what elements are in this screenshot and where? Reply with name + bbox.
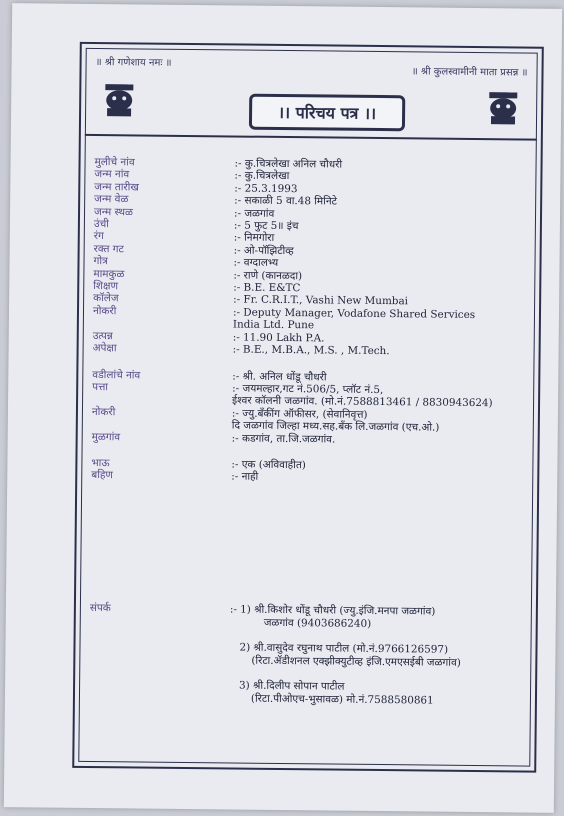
sibling-value: :- एक (अविवाहीत) — [231, 458, 306, 472]
sibling-label: बहिण — [91, 469, 114, 482]
detail-value: :- ओ-पॉझिटीव्ह — [233, 244, 294, 257]
family-label: नोकरी — [91, 405, 116, 418]
detail-value: :- Deputy Manager, Vodafone Shared Services — [232, 306, 476, 321]
contact-line: 2) श्री.वासुदेव रघुनाथ पाटील (मो.नं.9766126597) — [239, 641, 449, 656]
family-value: :- जयमल्हार,गट नं.506/5, प्लॉट नं.5, — [232, 382, 384, 396]
page-frame — [72, 42, 544, 773]
detail-label: रक्त गट — [93, 242, 124, 256]
detail-label: उंची — [93, 218, 109, 231]
invocation-right: ॥ श्री कुलस्वामीनी माता प्रसन्न ॥ — [411, 66, 528, 79]
invocation-left: ॥ श्री गणेशाय नमः ॥ — [95, 57, 172, 69]
detail-value: :- 11.90 Lakh P.A. — [232, 331, 325, 345]
detail-label: रंग — [93, 230, 104, 243]
ganesh-icon — [483, 88, 523, 128]
family-label: पत्ता — [92, 380, 109, 394]
detail-value: :- कु.चित्रलेखा — [234, 169, 290, 183]
detail-label: अपेक्षा — [92, 342, 117, 355]
contact-item — [89, 640, 535, 671]
sibling-label: भाऊ — [91, 456, 110, 470]
detail-value: :- निमगोरा — [233, 231, 275, 245]
detail-value: :- B.E., M.B.A., M.S. , M.Tech. — [232, 343, 390, 358]
family-value: :- कडगांव, ता.जि.जळगांव. — [231, 431, 336, 446]
contact-label: संपर्क — [89, 601, 111, 615]
contact-line: जळगांव (9403686240) — [263, 616, 372, 630]
detail-label: जन्म स्थळ — [93, 205, 134, 219]
contact-line: (रिटा.पीओएच-भुसावळ) मो.नं.7588580861 — [250, 692, 434, 707]
detail-label: कॉलेज — [93, 292, 119, 305]
detail-value: :- राणे (कानळदा) — [233, 269, 303, 282]
contact-item — [89, 678, 535, 709]
detail-value: :- B.E. E&TC — [233, 281, 301, 295]
details-section — [91, 156, 534, 486]
detail-value: :- वग्दालभ्य — [233, 256, 279, 270]
detail-value: India Ltd. Pune — [232, 318, 315, 332]
document-title: ।। परिचय पत्र ।। — [249, 94, 405, 132]
detail-value: :- 5 फुट 5॥ इंच — [233, 219, 299, 233]
detail-label: मुलीचे नांव — [94, 156, 135, 169]
contact-line: :- 1) श्री.किशोर धोंडू चौधरी (ज्यु.इंजि.मनपा जळगांव) — [229, 603, 436, 618]
detail-value: :- सकाळी 5 वा.48 मिनिटे — [234, 194, 337, 208]
contact-item — [90, 602, 536, 633]
contact-section — [89, 602, 536, 721]
sibling-value: :- नाही — [231, 470, 259, 484]
detail-label: शिक्षण — [93, 280, 119, 293]
detail-label: जन्म तारीख — [94, 180, 139, 194]
family-value: :- ज्यु.बँकींग ऑफीसर, (सेवानिवृत्त) — [231, 407, 368, 421]
contact-line: 3) श्री.दिलीप सोपान पाटील — [239, 679, 345, 693]
detail-label: जन्म नांव — [94, 168, 130, 181]
family-label: वडीलांचे नांव — [92, 368, 141, 382]
contact-line: (रिटा.ॲडीशनल एक्झीक्युटीव्ह इंजि.एमएसईबी जळगांव) — [251, 654, 461, 669]
detail-label: जन्म वेळ — [94, 193, 129, 206]
detail-value: :- जळगांव — [233, 207, 275, 220]
biodata-sheet — [4, 3, 562, 813]
detail-value: :- Fr. C.R.I.T., Vashi New Mumbai — [233, 293, 409, 308]
detail-label: गोत्र — [93, 255, 108, 268]
detail-label: उत्पन्न — [92, 329, 113, 342]
family-value: ईश्वर कॉलनी जळगांव. (मो.नं.7588813461 / 8830943624) — [232, 394, 493, 410]
detail-value: :- 25.3.1993 — [234, 182, 298, 195]
family-value: :- श्री. अनिल धोंडू चौधरी — [232, 369, 327, 383]
ganesh-icon — [99, 80, 139, 120]
detail-label: नोकरी — [92, 304, 117, 318]
detail-label: मामकुळ — [93, 267, 125, 280]
family-value: दि जळगांव जिल्हा मध्य.सह.बँक लि.जळगांव (एच.ओ.) — [231, 419, 440, 434]
detail-value: :- कु.चित्रलेखा अनिल चौधरी — [234, 157, 343, 171]
family-label: मुळगांव — [91, 430, 121, 443]
